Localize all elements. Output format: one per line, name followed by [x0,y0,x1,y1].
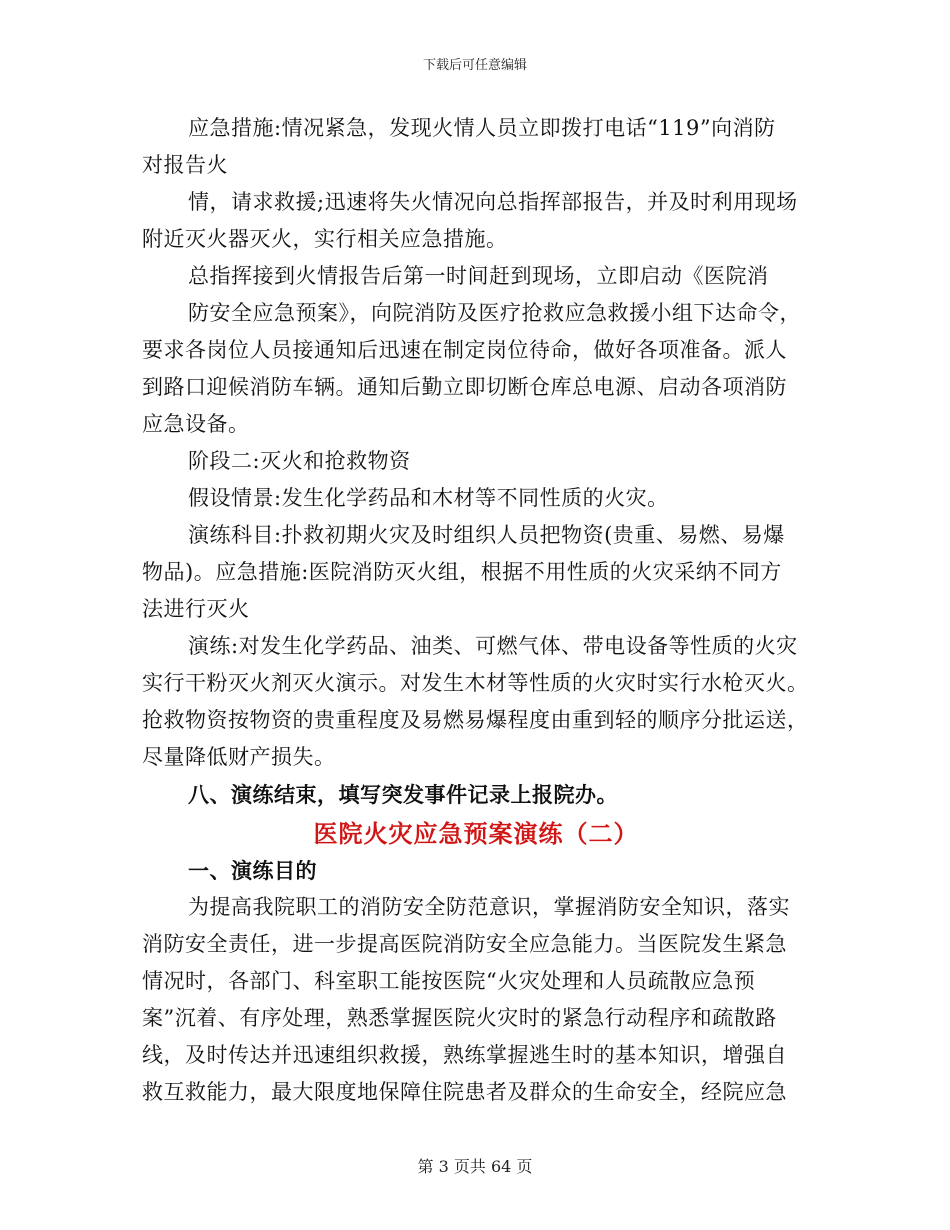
paragraph-line: 阶段二:灭火和抢救物资 [188,449,411,473]
paragraph-line: 线，及时传达并迅速组织救援，熟练掌握逃生时的基本知识，增强自 [142,1043,787,1067]
paragraph-line: 演练:对发生化学药品、油类、可燃气体、带电设备等性质的火灾 [188,634,798,658]
paragraph-line: 为提高我院职工的消防安全防范意识，掌握消防安全知识，落实 [188,895,790,919]
paragraph-line: 对报告火 [142,153,228,177]
section-heading: 一、演练目的 [188,858,317,883]
paragraph-line: 救互救能力，最大限度地保障住院患者及群众的生命安全，经院应急 [142,1080,787,1104]
paragraph-line: 要求各岗位人员接通知后迅速在制定岗位待命，做好各项准备。派人 [142,338,787,362]
paragraph-line: 法进行灭火 [142,597,250,621]
page-footer: 第 3 页共 64 页 [417,1157,533,1176]
paragraph-line: 到路口迎候消防车辆。通知后勤立即切断仓库总电源、启动各项消防 [142,375,787,399]
section-heading: 八、演练结束，填写突发事件记录上报院办。 [188,782,618,807]
paragraph-line: 消防安全责任，进一步提高医院消防安全应急能力。当医院发生紧急 [142,932,787,956]
paragraph-line: 防安全应急预案》，向院消防及医疗抢救应急救援小组下达命令， [188,301,801,325]
paragraph-line: 情，请求救援;迅速将失火情况向总指挥部报告，并及时利用现场 [188,190,798,214]
paragraph-line: 应急措施:情况紧急，发现火情人员立即拨打电话“119”向消防 [188,116,776,140]
document-title: 医院火灾应急预案演练（二） [313,819,639,848]
paragraph-line: 情况时，各部门、科室职工能按医院“火灾处理和人员疏散应急预 [142,969,756,993]
paragraph-line: 演练科目:扑救初期火灾及时组织人员把物资(贵重、易燃、易爆 [188,523,785,547]
paragraph-line: 应急设备。 [142,412,250,436]
paragraph-line: 附近灭火器灭火，实行相关应急措施。 [142,227,508,251]
paragraph-line: 总指挥接到火情报告后第一时间赶到现场，立即启动《医院消 [188,264,769,288]
paragraph-line: 物品)。应急措施:医院消防灭火组，根据不用性质的火灾采纳不同方 [142,560,782,584]
paragraph-line: 抢救物资按物资的贵重程度及易燃易爆程度由重到轻的顺序分批运送， [142,708,809,732]
paragraph-line: 假设情景:发生化学药品和木材等不同性质的火灾。 [188,486,669,510]
document-body [142,110,810,1111]
paragraph-line: 尽量降低财产损失。 [142,745,336,769]
paragraph-line: 案”沉着、有序处理，熟悉掌握医院火灾时的紧急行动程序和疏散路 [142,1006,777,1030]
paragraph-line: 实行干粉灭火剂灭火演示。对发生木材等性质的火灾时实行水枪灭火。 [142,671,809,695]
page-header: 下载后可任意编辑 [422,58,527,73]
